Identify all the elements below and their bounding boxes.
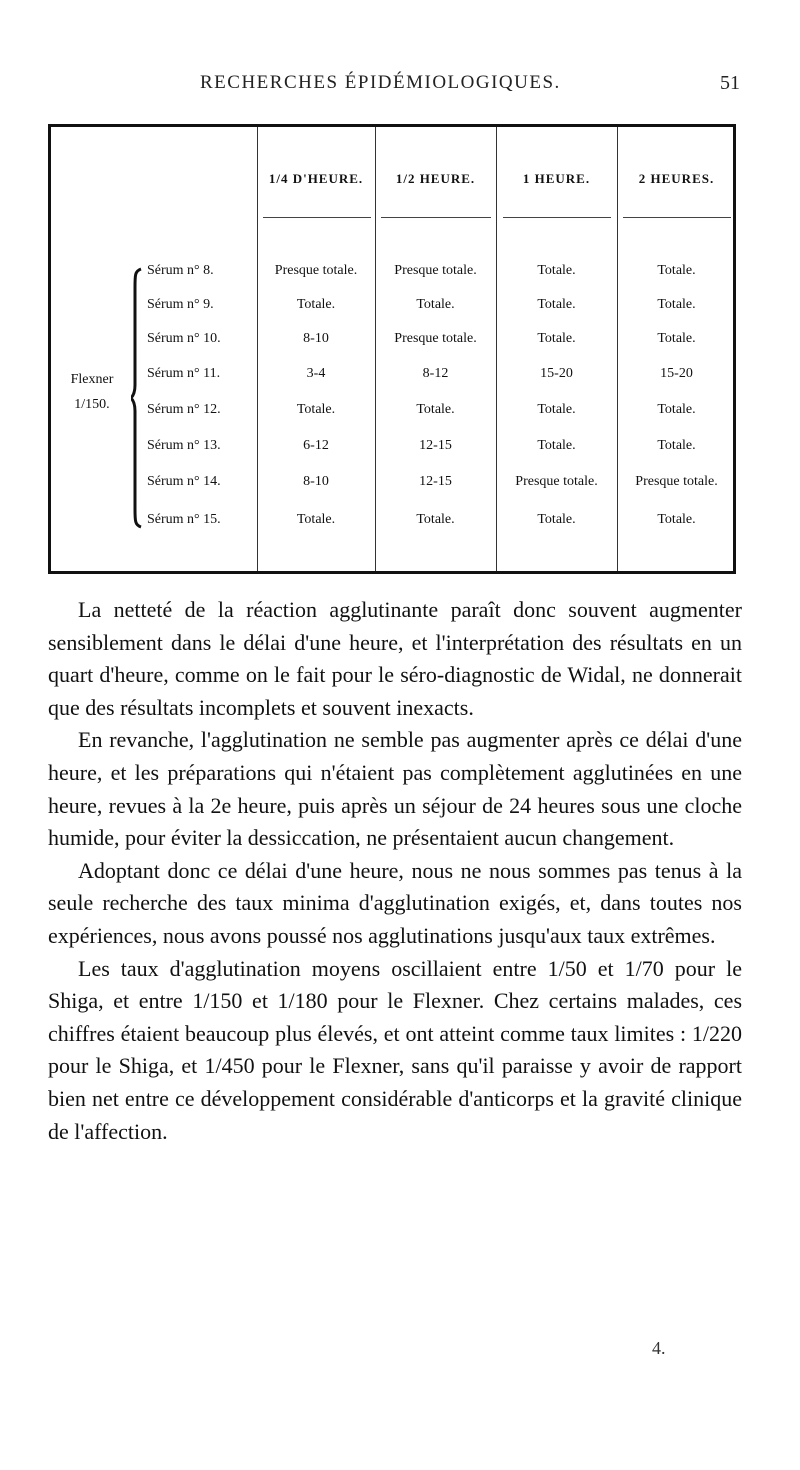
table-cell: Totale. <box>296 512 336 527</box>
table-cell: 12-15 <box>419 438 452 453</box>
table-cell: Totale. <box>416 512 455 527</box>
table-cell: Totale. <box>657 297 696 312</box>
paragraph: En revanche, l'agglutination ne semble pas augmenter après ce délai d'une heure, et les préparations qui n'étaient pas complètement agglutinées en une heure, revues à la 2e heure, puis après un séjour de 24 heures sous une cloche humide, pour éviter la dessiccation, ne présentaient aucun changement. <box>48 727 742 851</box>
header-rule <box>503 217 611 218</box>
table-cell: Totale. <box>537 402 576 417</box>
table-cell: Presque totale. <box>394 263 477 278</box>
table-cell: Totale. <box>537 512 576 527</box>
serum-label: Sérum n° 14. <box>147 474 221 489</box>
signature-mark: 4. <box>652 1338 666 1358</box>
table-cell: Totale. <box>657 263 696 278</box>
column-header: 1/2 HEURE. <box>395 171 476 186</box>
table-cell: 6-12 <box>303 438 329 453</box>
paragraph: La netteté de la réaction agglutinante paraît donc souvent augmenter sensiblement dans le délai d'une heure, et l'interprétation des résultats en un quart d'heure, comme on le fait pour le séro-diagnostic de Widal, ne donnerait que des résultats incomplets et souvent inexacts. <box>48 597 742 720</box>
column-header: 2 HEURES. <box>638 171 715 186</box>
table-cell: Totale. <box>296 402 336 417</box>
running-head <box>0 72 800 102</box>
header-rule <box>263 217 371 218</box>
table-cell: Presque totale. <box>635 474 718 489</box>
table-cell: 12-15 <box>419 474 452 489</box>
page-number: 51 <box>720 72 740 94</box>
paragraph: Adoptant donc ce délai d'une heure, nous ne nous sommes pas tenus à la seule recherche des taux minima d'agglutination exigés, et, dans toutes nos expériences, nous avons poussé nos agglutinations jusqu'aux taux extrêmes. <box>48 857 742 948</box>
group-label-dilution: 1/150. <box>74 397 110 412</box>
table-cell: 8-10 <box>303 331 329 346</box>
serum-label: Sérum n° 9. <box>147 297 214 312</box>
table-cell: Totale. <box>657 402 696 417</box>
table-cell: Totale. <box>657 512 696 527</box>
table-cell: Totale. <box>416 402 455 417</box>
serum-label: Sérum n° 15. <box>147 512 221 527</box>
table-cell: 15-20 <box>660 366 693 381</box>
serum-label: Sérum n° 12. <box>147 402 221 417</box>
table-cell: Totale. <box>537 438 576 453</box>
header-rule <box>623 217 731 218</box>
column-header: 1/4 D'HEURE. <box>268 171 364 186</box>
table-cell: Totale. <box>537 331 576 346</box>
table-cell: Totale. <box>537 297 576 312</box>
serum-label: Sérum n° 8. <box>147 263 214 278</box>
column-divider <box>375 127 376 571</box>
column-divider <box>496 127 497 571</box>
table-cell: Totale. <box>537 263 576 278</box>
table-cell: Presque totale. <box>394 331 477 346</box>
paragraph: Les taux d'agglutination moyens oscillaient entre 1/50 et 1/70 pour le Shiga, et entre 1/150 et 1/180 pour le Flexner. Chez certains malades, ces chiffres étaient beaucoup plus élevés, et ont atteint comme taux limites : 1/220 pour le Shiga, et 1/450 pour le Flexner, sans qu'il paraisse y avoir de rapport bien net entre ce développement considérable d'anticorps et la gravité clinique de l'affection. <box>48 955 742 1144</box>
table-cell: 8-12 <box>422 366 449 381</box>
table-cell: Totale. <box>416 297 455 312</box>
serum-label: Sérum n° 13. <box>147 438 221 453</box>
column-header: 1 HEURE. <box>522 171 591 186</box>
body-text <box>48 594 742 1148</box>
table-cell: Presque totale. <box>274 263 358 278</box>
page-header-title: RECHERCHES ÉPIDÉMIOLOGIQUES. <box>200 72 561 93</box>
serum-label: Sérum n° 11. <box>147 366 221 381</box>
serum-label: Sérum n° 10. <box>147 331 221 346</box>
table-cell: Totale. <box>296 297 336 312</box>
header-rule <box>381 217 491 218</box>
group-label-strain: Flexner <box>70 372 114 387</box>
table-cell: Presque totale. <box>515 474 598 489</box>
column-divider <box>257 127 258 571</box>
table-cell: 3-4 <box>306 366 326 381</box>
table-cell: Totale. <box>657 331 696 346</box>
table-cell: 8-10 <box>303 474 329 489</box>
column-divider <box>617 127 618 571</box>
row-group-brace <box>131 267 143 529</box>
table-cell: Totale. <box>657 438 696 453</box>
agglutination-table <box>48 124 736 574</box>
table-cell: 15-20 <box>540 366 573 381</box>
